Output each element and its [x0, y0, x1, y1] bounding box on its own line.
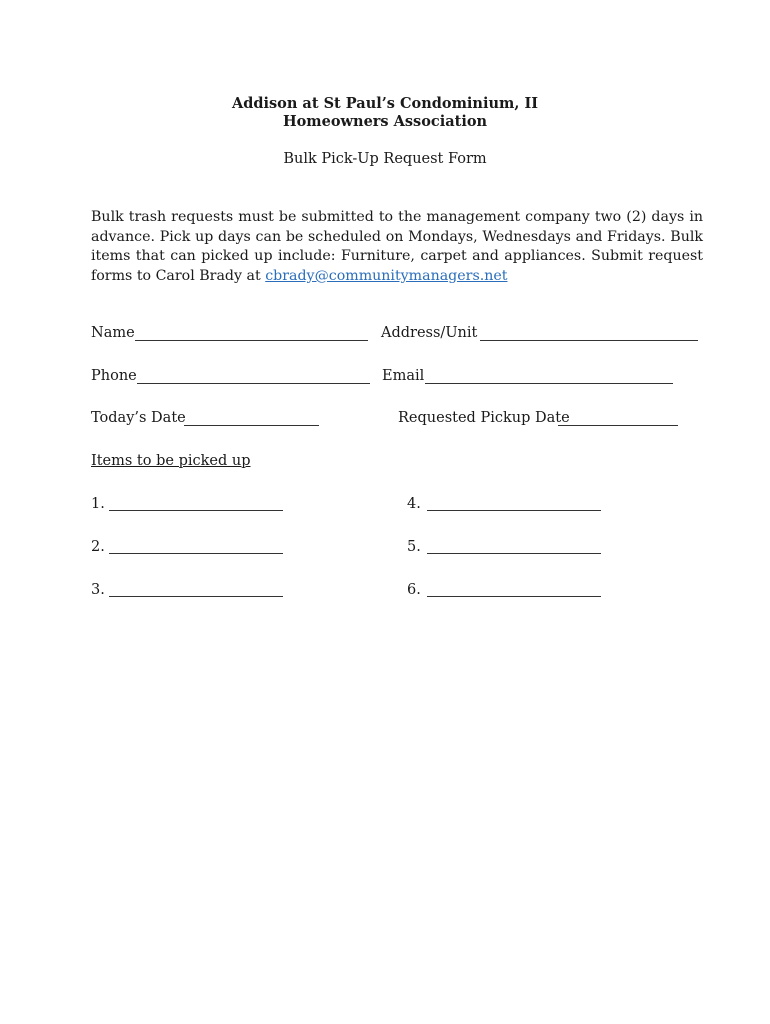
item-3-input-line[interactable] — [109, 596, 283, 597]
todays-date-label: Today’s Date — [91, 410, 186, 426]
items-heading: Items to be picked up — [91, 453, 251, 469]
phone-label: Phone — [91, 368, 137, 384]
name-input-line[interactable] — [135, 340, 368, 341]
email-label: Email — [382, 368, 425, 384]
contact-email-link[interactable]: cbrady@communitymanagers.net — [265, 267, 508, 284]
item-3-number: 3. — [91, 582, 105, 598]
address-unit-label: Address/Unit — [381, 325, 478, 341]
requested-pickup-date-label: Requested Pickup Date — [398, 410, 570, 426]
item-1-input-line[interactable] — [109, 510, 283, 511]
address-unit-input-line[interactable] — [480, 340, 698, 341]
item-1-number: 1. — [91, 496, 105, 512]
todays-date-input-line[interactable] — [184, 425, 319, 426]
form-title: Bulk Pick-Up Request Form — [283, 151, 487, 167]
item-4-input-line[interactable] — [427, 510, 601, 511]
item-6-input-line[interactable] — [427, 596, 601, 597]
phone-input-line[interactable] — [137, 383, 370, 384]
name-label: Name — [91, 325, 135, 341]
item-6-number: 6. — [407, 582, 421, 598]
association-subtitle: Homeowners Association — [282, 113, 488, 130]
requested-pickup-date-input-line[interactable] — [558, 425, 678, 426]
item-2-number: 2. — [91, 539, 105, 555]
item-2-input-line[interactable] — [109, 553, 283, 554]
item-5-input-line[interactable] — [427, 553, 601, 554]
item-5-number: 5. — [407, 539, 421, 555]
item-4-number: 4. — [407, 496, 421, 512]
instructions-text: Bulk trash requests must be submitted to the management company two (2) days in advance. Pick up days can be scheduled on Mondays, Wednesdays and Fridays. Bulk items that can picked up include: Furniture, carpet and appliances. Submit request forms to Carol Brady at — [91, 209, 703, 284]
instructions-paragraph — [91, 208, 703, 286]
association-title: Addison at St Paul’s Condominium, II — [231, 95, 539, 112]
email-input-line[interactable] — [425, 383, 673, 384]
